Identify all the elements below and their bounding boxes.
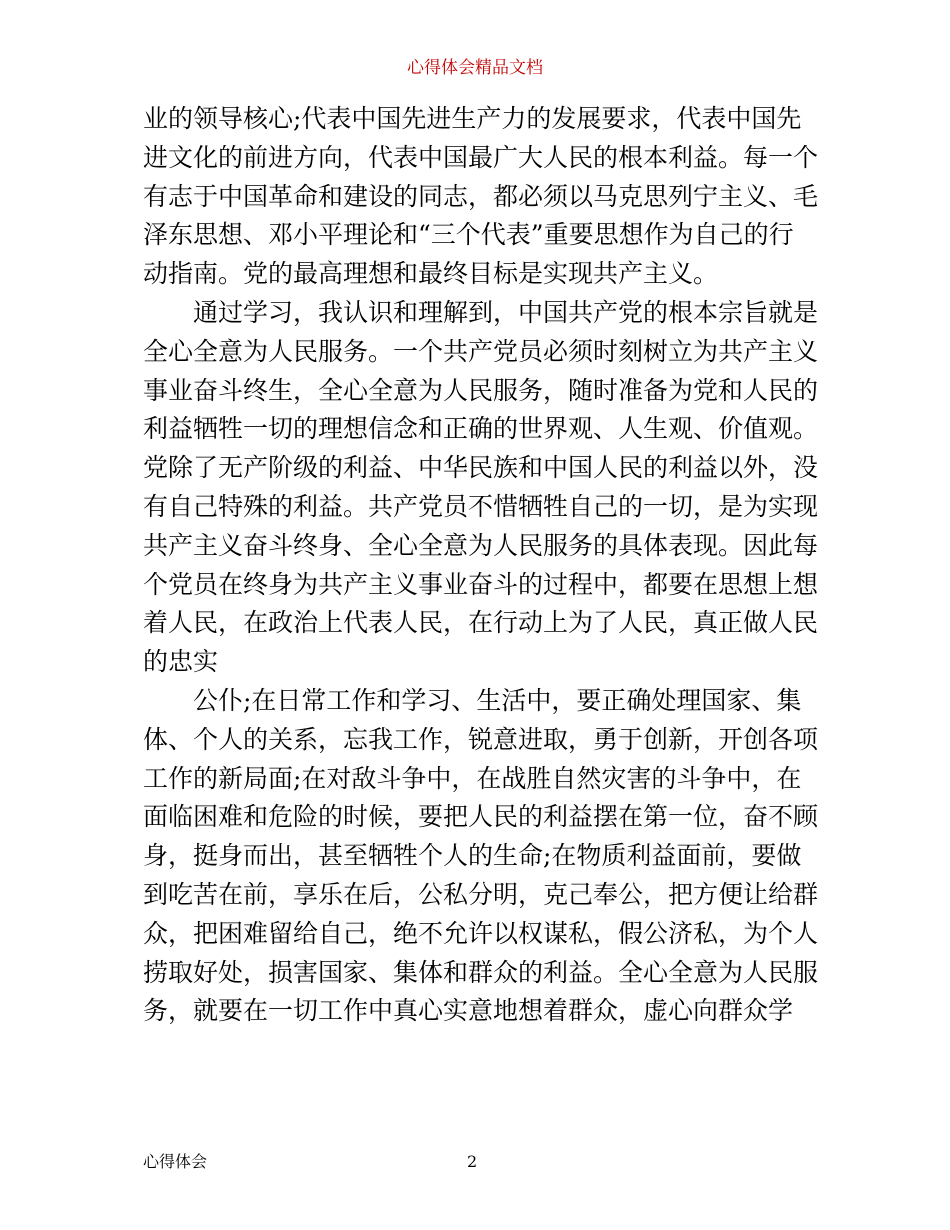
footer-label: 心得体会: [143, 1152, 208, 1171]
page-number: 2: [467, 1152, 478, 1171]
body-line: 全心全意为人民服务。一个共产党员必须时刻树立为共产主义: [143, 336, 819, 366]
body-line: 捞取好处，损害国家、集体和群众的利益。全心全意为人民服: [143, 957, 819, 987]
body-line: 面临困难和危险的时候，要把人民的利益摆在第一位，奋不顾: [143, 802, 819, 832]
document-body: [143, 100, 819, 1031]
body-line: 体、个人的关系，忘我工作，锐意进取，勇于创新，开创各项: [143, 724, 819, 754]
body-line: 到吃苦在前，享乐在后，公私分明，克己奉公，把方便让给群: [143, 879, 819, 909]
body-line: 工作的新局面;在对敌斗争中，在战胜自然灾害的斗争中，在: [143, 763, 802, 793]
body-line: 的忠实: [143, 647, 219, 677]
document-header-title: 心得体会精品文档: [407, 58, 543, 78]
body-line: 着人民，在政治上代表人民，在行动上为了人民，真正做人民: [143, 608, 819, 638]
paragraph-start-line: 通过学习，我认识和理解到，中国共产党的根本宗旨就是: [193, 297, 819, 327]
body-line: 务，就要在一切工作中真心实意地想着群众，虚心向群众学: [143, 996, 794, 1026]
body-line: 党除了无产阶级的利益、中华民族和中国人民的利益以外，没: [143, 453, 819, 483]
body-line: 进文化的前进方向，代表中国最广大人民的根本利益。每一个: [143, 142, 819, 172]
body-line: 个党员在终身为共产主义事业奋斗的过程中，都要在思想上想: [143, 569, 819, 599]
body-line: 有志于中国革命和建设的同志，都必须以马克思列宁主义、毛: [143, 181, 819, 211]
body-line: 有自己特殊的利益。共产党员不惜牺牲自己的一切，是为实现: [143, 491, 819, 521]
body-line: 泽东思想、邓小平理论和“三个代表”重要思想作为自己的行: [143, 220, 794, 250]
body-line: 事业奋斗终生，全心全意为人民服务，随时准备为党和人民的: [143, 375, 819, 405]
body-line: 动指南。党的最高理想和最终目标是实现共产主义。: [143, 259, 719, 289]
body-line: 众，把困难留给自己，绝不允许以权谋私，假公济私，为个人: [143, 918, 819, 948]
body-line: 共产主义奋斗终身、全心全意为人民服务的具体表现。因此每: [143, 530, 819, 560]
body-line: 身，挺身而出，甚至牺牲个人的生命;在物质利益面前，要做: [143, 841, 802, 871]
paragraph-start-line: 公仆;在日常工作和学习、生活中，要正确处理国家、集: [193, 685, 802, 715]
body-line: 利益牺牲一切的理想信念和正确的世界观、人生观、价值观。: [143, 414, 819, 444]
body-line: 业的领导核心;代表中国先进生产力的发展要求，代表中国先: [143, 104, 802, 133]
